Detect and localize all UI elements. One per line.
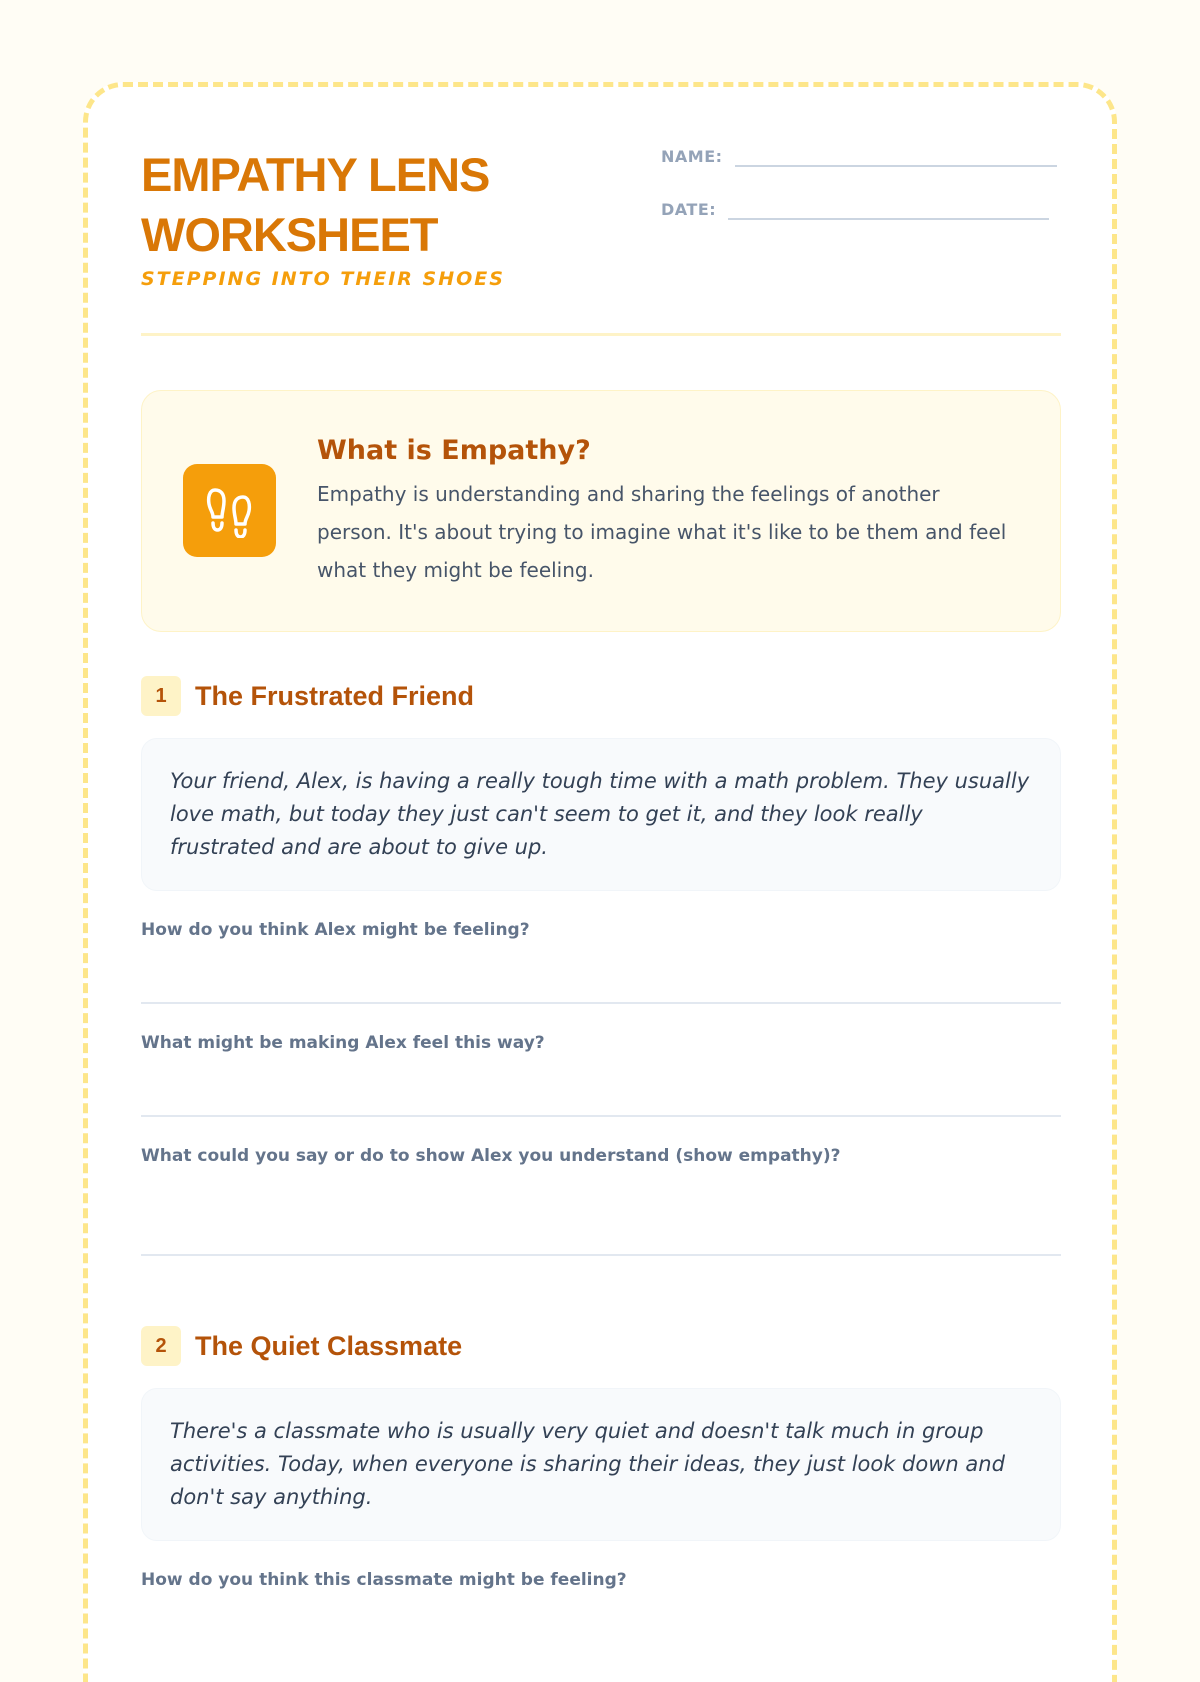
date-input-line[interactable] (728, 198, 1049, 220)
question-label: How do you think this classmate might be feeling? (141, 1570, 627, 1590)
question-label: How do you think Alex might be feeling? (141, 920, 530, 940)
info-heading: What is Empathy? (317, 435, 591, 466)
section-number-badge: 2 (141, 1326, 181, 1366)
scenario-box: There's a classmate who is usually very quiet and doesn't talk much in group activities. Today, when everyone is sharing their ideas, they just look down and don't say anything. (141, 1388, 1061, 1541)
question-label: What could you say or do to show Alex you understand (show empathy)? (141, 1146, 841, 1166)
question-label: What might be making Alex feel this way? (141, 1033, 545, 1053)
worksheet-title: EMPATHY LENS WORKSHEET (141, 148, 490, 261)
section-1-header (141, 676, 474, 716)
answer-line[interactable] (141, 1115, 1061, 1117)
name-field (661, 145, 1057, 167)
section-title: The Quiet Classmate (195, 1330, 463, 1361)
section-title: The Frustrated Friend (195, 680, 475, 711)
section-2-header (141, 1326, 462, 1366)
section-number-badge: 1 (141, 676, 181, 716)
name-label: NAME: (661, 147, 723, 166)
scenario-box: Your friend, Alex, is having a really tough time with a math problem. They usually love math, but today they just can't seem to get it, and they look really frustrated and are about to give up. (141, 738, 1061, 891)
footprints-icon (183, 464, 276, 557)
header-divider (141, 333, 1061, 336)
worksheet-sheet (83, 82, 1117, 1682)
date-field (661, 198, 1049, 220)
empathy-info-box (141, 390, 1061, 632)
info-text: Empathy is understanding and sharing the feelings of another person. It's about trying to imagine what it's like to be them and feel what they might be feeling. (317, 482, 1007, 582)
name-input-line[interactable] (735, 145, 1057, 167)
answer-line[interactable] (141, 1002, 1061, 1004)
date-label: DATE: (661, 200, 717, 219)
answer-line[interactable] (141, 1254, 1061, 1256)
worksheet-subtitle: STEPPING INTO THEIR SHOES (141, 268, 505, 290)
